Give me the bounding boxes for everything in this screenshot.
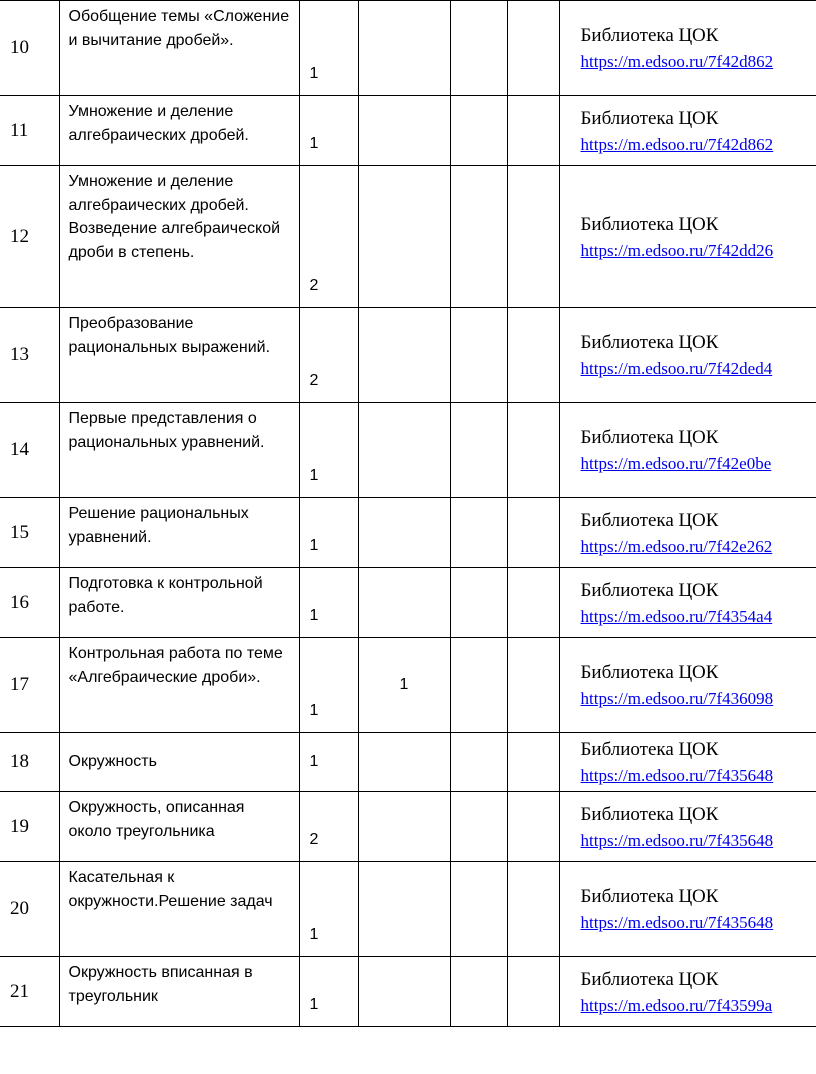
practical-hours-cell	[450, 96, 507, 166]
date-cell	[507, 96, 559, 166]
practical-hours-cell	[450, 498, 507, 568]
resource-cell	[559, 403, 816, 498]
test-hours: 1	[358, 638, 450, 733]
library-label: Библиотека ЦОК	[580, 968, 719, 990]
date-cell	[507, 733, 559, 792]
lesson-topic: Подготовка к контрольной работе.	[59, 568, 299, 638]
lesson-hours: 1	[299, 568, 358, 638]
practical-hours-cell	[450, 403, 507, 498]
library-label: Библиотека ЦОК	[580, 803, 719, 825]
lesson-hours: 1	[299, 733, 358, 792]
lesson-hours: 1	[299, 403, 358, 498]
resource-cell	[559, 1, 816, 96]
lesson-topic: Преобразование рациональных выражений.	[59, 308, 299, 403]
lesson-hours: 2	[299, 792, 358, 862]
date-cell	[507, 957, 559, 1027]
practical-hours-cell	[450, 957, 507, 1027]
table-row	[0, 568, 816, 638]
resource-cell	[559, 166, 816, 308]
lesson-hours: 1	[299, 957, 358, 1027]
date-cell	[507, 166, 559, 308]
date-cell	[507, 568, 559, 638]
resource-cell	[559, 568, 816, 638]
lesson-number: 18	[0, 733, 59, 792]
date-cell	[507, 862, 559, 957]
table-row	[0, 792, 816, 862]
resource-link[interactable]: https://m.edsoo.ru/7f435648	[580, 913, 774, 932]
resource-link[interactable]: https://m.edsoo.ru/7f435648	[580, 766, 774, 785]
lesson-topic: Окружность, описанная около треугольника	[59, 792, 299, 862]
lesson-number: 10	[0, 1, 59, 96]
resource-link[interactable]: https://m.edsoo.ru/7f42d862	[580, 52, 774, 71]
lesson-hours: 1	[299, 638, 358, 733]
table-row	[0, 403, 816, 498]
practical-hours-cell	[450, 792, 507, 862]
lesson-number: 14	[0, 403, 59, 498]
resource-cell	[559, 862, 816, 957]
resource-cell	[559, 638, 816, 733]
resource-cell	[559, 733, 816, 792]
resource-link[interactable]: https://m.edsoo.ru/7f43599a	[580, 995, 773, 1015]
practical-hours-cell	[450, 308, 507, 403]
lesson-number: 15	[0, 498, 59, 568]
library-label: Библиотека ЦОК	[580, 739, 719, 760]
library-label: Библиотека ЦОК	[580, 427, 719, 448]
lesson-hours: 1	[299, 96, 358, 166]
lesson-topic: Контрольная работа по теме «Алгебраические дроби».	[59, 638, 299, 733]
library-label: Библиотека ЦОК	[580, 509, 719, 531]
table-row	[0, 96, 816, 166]
lesson-hours: 2	[299, 166, 358, 308]
date-cell	[507, 498, 559, 568]
date-cell	[507, 308, 559, 403]
test-hours	[358, 498, 450, 568]
library-label: Библиотека ЦОК	[580, 662, 719, 683]
lesson-topic: Первые представления о рациональных уравнений.	[59, 403, 299, 498]
test-hours	[358, 308, 450, 403]
library-label: Библиотека ЦОК	[580, 25, 719, 46]
date-cell	[507, 403, 559, 498]
test-hours	[358, 862, 450, 957]
test-hours	[358, 166, 450, 308]
date-cell	[507, 792, 559, 862]
lesson-topic: Окружность	[59, 733, 299, 792]
resource-cell	[559, 96, 816, 166]
lesson-hours: 1	[299, 498, 358, 568]
test-hours	[358, 792, 450, 862]
resource-link[interactable]: https://m.edsoo.ru/7f42dd26	[580, 240, 774, 260]
resource-cell	[559, 498, 816, 568]
library-label: Библиотека ЦОК	[580, 886, 719, 907]
test-hours	[358, 403, 450, 498]
lesson-number: 17	[0, 638, 59, 733]
table-row	[0, 498, 816, 568]
library-label: Библиотека ЦОК	[580, 107, 719, 129]
resource-link[interactable]: https://m.edsoo.ru/7f42d862	[580, 134, 774, 154]
table-row	[0, 308, 816, 403]
test-hours	[358, 568, 450, 638]
library-label: Библиотека ЦОК	[580, 579, 719, 601]
table-body	[0, 1, 816, 1027]
practical-hours-cell	[450, 638, 507, 733]
practical-hours-cell	[450, 568, 507, 638]
table-row	[0, 957, 816, 1027]
lesson-number: 12	[0, 166, 59, 308]
table-row	[0, 638, 816, 733]
test-hours	[358, 957, 450, 1027]
page-bottom-margin	[0, 1026, 816, 1074]
lesson-hours: 1	[299, 862, 358, 957]
resource-link[interactable]: https://m.edsoo.ru/7f42ded4	[580, 359, 773, 378]
resource-cell	[559, 308, 816, 403]
lesson-hours: 2	[299, 308, 358, 403]
resource-link[interactable]: https://m.edsoo.ru/7f4354a4	[580, 606, 773, 626]
library-label: Библиотека ЦОК	[580, 332, 719, 353]
resource-link[interactable]: https://m.edsoo.ru/7f42e0be	[580, 454, 772, 473]
resource-link[interactable]: https://m.edsoo.ru/7f436098	[580, 689, 774, 708]
lesson-number: 20	[0, 862, 59, 957]
test-hours	[358, 96, 450, 166]
table-row	[0, 166, 816, 308]
resource-cell	[559, 792, 816, 862]
lesson-topic: Умножение и деление алгебраических дробей. Возведение алгебраической дроби в степень.	[59, 166, 299, 308]
practical-hours-cell	[450, 166, 507, 308]
lesson-hours: 1	[299, 1, 358, 96]
lesson-number: 16	[0, 568, 59, 638]
table-row	[0, 1, 816, 96]
table-row	[0, 862, 816, 957]
date-cell	[507, 1, 559, 96]
practical-hours-cell	[450, 1, 507, 96]
test-hours	[358, 733, 450, 792]
lesson-topic: Обобщение темы «Сложение и вычитание дробей».	[59, 1, 299, 96]
lesson-topic: Решение рациональных уравнений.	[59, 498, 299, 568]
practical-hours-cell	[450, 733, 507, 792]
lesson-number: 19	[0, 792, 59, 862]
test-hours	[358, 1, 450, 96]
lesson-topic: Умножение и деление алгебраических дробей.	[59, 96, 299, 166]
lesson-number: 13	[0, 308, 59, 403]
resource-link[interactable]: https://m.edsoo.ru/7f42e262	[580, 536, 773, 556]
resource-cell	[559, 957, 816, 1027]
date-cell	[507, 638, 559, 733]
lesson-number: 11	[0, 96, 59, 166]
practical-hours-cell	[450, 862, 507, 957]
resource-link[interactable]: https://m.edsoo.ru/7f435648	[580, 830, 774, 850]
lesson-number: 21	[0, 957, 59, 1027]
lesson-topic: Окружность вписанная в треугольник	[59, 957, 299, 1027]
library-label: Библиотека ЦОК	[580, 213, 719, 235]
table-row	[0, 733, 816, 792]
lesson-topic: Касательная к окружности.Решение задач	[59, 862, 299, 957]
